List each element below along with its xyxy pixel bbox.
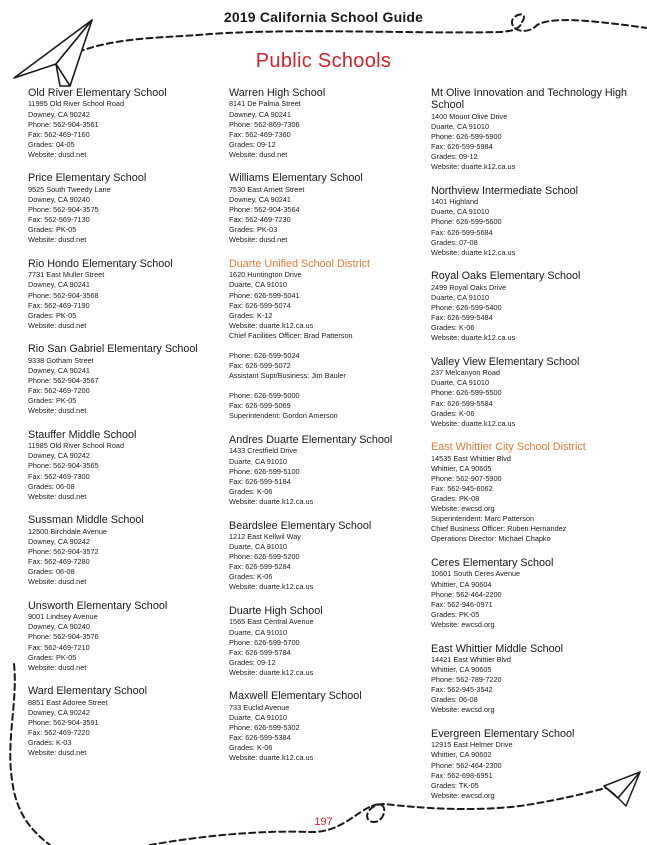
entry-detail-line: Phone: 626-599-5600: [431, 217, 502, 227]
entry-detail-line: Grades: TK-05: [431, 780, 479, 790]
school-name: Sussman Middle School: [28, 514, 144, 527]
entry-detail-line: Downey, CA 90241: [28, 365, 90, 375]
school-entry: [431, 270, 631, 343]
entry-detail-line: Fax: 626-599-5072: [229, 361, 291, 371]
entry-detail-line: Duarte, CA 91010: [431, 292, 490, 302]
entry-detail-line: Duarte, CA 91010: [431, 207, 490, 217]
entry-detail-line: Phone: 562-904-3576: [28, 632, 99, 642]
entry-detail-line: Whittier, CA 90605: [431, 665, 492, 674]
district-name: East Whittier City School District: [431, 441, 586, 454]
school-entry: [431, 728, 631, 801]
entry-detail-line: 1565 East Central Avenue: [229, 617, 314, 627]
school-entry: [229, 605, 421, 678]
entry-detail-line: 7530 East Arnett Street: [229, 184, 305, 194]
school-name: Old River Elementary School: [28, 87, 167, 99]
entry-detail-line: Fax: 562-698-6951: [431, 770, 493, 780]
entry-detail-line: Grades: 06-08: [28, 567, 75, 577]
school-name: Price Elementary School: [28, 172, 147, 185]
entry-detail-line: Grades: 09-12: [229, 139, 276, 149]
entry-detail-line: Website: dusd.net: [28, 320, 87, 330]
school-entry: [28, 258, 218, 331]
school-entry: [229, 434, 421, 507]
entry-detail-line: 7731 East Muller Street: [28, 270, 105, 280]
school-entry: [431, 87, 631, 172]
entry-detail-line: Phone: 562-904-3565: [28, 461, 99, 471]
entry-detail-line: Grades: K-06: [229, 743, 273, 753]
entry-detail-line: Website: duarte.k12.ca.us: [431, 333, 516, 343]
school-name: Rio San Gabriel Elementary School: [28, 343, 198, 356]
school-name: Rio Hondo Elementary School: [28, 257, 173, 270]
entry-detail-line: Downey, CA 90241: [229, 109, 291, 119]
school-name: Andres Duarte Elementary School: [229, 434, 393, 447]
school-name: Northview Intermediate School: [431, 184, 579, 197]
entry-detail-line: Fax: 562-469-7300: [28, 471, 90, 481]
entry-detail-line: Phone: 562-904-3572: [28, 546, 99, 556]
entry-detail-line: 1620 Huntington Drive: [229, 270, 302, 280]
entry-detail-line: 11995 Old River School Road: [28, 99, 124, 109]
school-entry: [28, 600, 218, 673]
entry-detail-line: Grades: PK-05: [28, 310, 77, 320]
entry-detail-line: Fax: 562-469-7200: [28, 386, 90, 396]
school-entry: [229, 87, 421, 160]
entry-detail-line: Phone: 626-599-5900: [431, 132, 502, 141]
entry-detail-line: Phone: 562-904-3568: [28, 290, 99, 300]
entry-detail-line: Fax: 626-599-5284: [229, 562, 291, 572]
school-entry: [431, 557, 631, 630]
entry-detail-line: Website: dusd.net: [229, 235, 288, 245]
entry-detail-line: Phone: 562-904-3591: [28, 717, 99, 727]
entry-detail-line: Grades: K-06: [431, 408, 475, 418]
entry-detail-line: Grades: PK-05: [28, 225, 77, 235]
entry-detail-line: 8141 De Palma Street: [229, 99, 301, 109]
entry-detail-line: Grades: 06-08: [431, 695, 478, 705]
column-3: [431, 87, 631, 813]
entry-detail-line: 14421 East Whittier Blvd: [431, 654, 511, 664]
school-name: Unsworth Elementary School: [28, 599, 168, 612]
entry-detail-line: Grades: 09-12: [229, 657, 276, 667]
school-name: Stauffer Middle School: [28, 428, 137, 441]
entry-detail-line: Grades: K-12: [229, 310, 273, 320]
entry-detail-line: Fax: 562-469-7210: [28, 642, 90, 652]
entry-detail-line: Grades: PK-05: [28, 396, 77, 406]
entry-detail-line: Fax: 562-469-7160: [28, 129, 90, 139]
entry-detail-line: Duarte, CA 91010: [431, 378, 490, 388]
entry-detail-line: Whittier, CA 90605: [431, 463, 492, 473]
school-entry: [28, 429, 218, 502]
entry-detail-line: Phone: 626-599-5041: [229, 290, 300, 300]
entry-detail-line: Phone: 626-599-5500: [431, 388, 502, 398]
entry-detail-line: 1212 East Kellwil Way: [229, 531, 301, 541]
entry-detail-line: Website: dusd.net: [28, 491, 87, 501]
entry-detail-line: Grades: K-03: [28, 738, 72, 748]
entry-detail-line: 9525 South Tweedy Lane: [28, 184, 111, 194]
entry-detail-line: Website: duarte.k12.ca.us: [229, 753, 314, 763]
entry-detail-line: Website: dusd.net: [28, 748, 87, 758]
entry-detail-line: Website: ewcsd.org: [431, 619, 495, 629]
entry-detail-line: Grades: K-06: [229, 486, 273, 496]
entry-detail-line: Fax: 626-599-5684: [431, 227, 493, 237]
column-1: [28, 87, 218, 771]
entry-detail-line: Phone: 562-789-7220: [431, 675, 502, 685]
entry-detail-line: Website: dusd.net: [28, 406, 87, 416]
school-name: Williams Elementary School: [229, 172, 363, 185]
entry-detail-line: Whittier, CA 90602: [431, 750, 492, 760]
entry-detail-line: Grades: PK-03: [229, 225, 278, 235]
entry-detail-line: Fax: 562-945-3542: [431, 685, 493, 695]
school-name: Valley View Elementary School: [431, 355, 580, 368]
district-name: Duarte Unified School District: [229, 257, 371, 270]
school-name: East Whittier Middle School: [431, 642, 564, 655]
entry-detail-line: Duarte, CA 91010: [229, 712, 288, 722]
entry-detail-line: Fax: 626-599-5074: [229, 300, 291, 310]
entry-detail-line: Duarte, CA 91010: [229, 627, 288, 637]
entry-detail-line: Superintendent: Gordon Amerson: [229, 411, 338, 421]
school-entry: [28, 685, 218, 758]
entry-detail-line: 237 Melcanyon Road: [431, 368, 500, 378]
entry-detail-line: Website: dusd.net: [28, 577, 87, 587]
column-2: [229, 87, 421, 776]
entry-detail-line: 9001 Lindsey Avenue: [28, 612, 98, 622]
entry-detail-line: Downey, CA 90242: [28, 451, 90, 461]
entry-detail-line: 12500 Birchdale Avenue: [28, 526, 107, 536]
entry-detail-line: 9338 Gotham Street: [28, 355, 94, 365]
entry-detail-line: Grades: 07-08: [431, 237, 478, 247]
entry-detail-line: Phone: 626-599-5200: [229, 552, 300, 562]
entry-detail-line: Website: duarte.k12.ca.us: [431, 162, 516, 172]
entry-detail-line: 12915 East Helmer Drive: [431, 740, 513, 750]
entry-detail-line: Website: dusd.net: [28, 149, 87, 159]
entry-detail-line: Phone: 562-904-3575: [28, 205, 99, 215]
district-entry: [229, 258, 421, 422]
entry-detail-line: Fax: 626-599-5384: [229, 733, 291, 743]
entry-detail-line: Grades: 04-05: [28, 139, 75, 149]
entry-detail-line: Operations Director: Michael Chapko: [431, 534, 551, 544]
entry-detail-line: 11985 Old River School Road: [28, 441, 124, 451]
school-name: Beardslee Elementary School: [229, 519, 372, 532]
entry-detail-line: Phone: 626-599-5024: [229, 351, 300, 360]
entry-detail-line: Fax: 626-599-5184: [229, 476, 291, 486]
entry-detail-line: 14535 East Whittier Blvd: [431, 453, 511, 463]
school-entry: [229, 690, 421, 763]
entry-detail-line: Fax: 626-599-5784: [229, 647, 291, 657]
entry-detail-line: Phone: 562-904-3564: [229, 205, 300, 215]
entry-detail-line: Grades: 09-12: [431, 152, 478, 162]
entry-detail-line: Fax: 626-599-5984: [431, 142, 493, 152]
school-name: Warren High School: [229, 87, 326, 99]
entry-detail-line: Phone: 562-464-2300: [431, 760, 502, 770]
school-entry: [229, 172, 421, 245]
school-name: Duarte High School: [229, 605, 323, 617]
entry-detail-line: Website: duarte.k12.ca.us: [229, 582, 314, 592]
entry-detail-line: Duarte, CA 91010: [229, 280, 288, 290]
guide-title: 2019 California School Guide: [223, 9, 424, 25]
entry-detail-line: Fax: 562-946-0971: [431, 599, 493, 609]
entry-detail-line: Fax: 626-599-5069: [229, 401, 291, 411]
entry-detail-line: Website: ewcsd.org: [431, 790, 495, 800]
entry-detail-line: Website: duarte.k12.ca.us: [431, 247, 516, 257]
district-entry: [431, 441, 631, 544]
entry-detail-line: Fax: 562-945-6062: [431, 483, 493, 493]
school-name: Ceres Elementary School: [431, 557, 554, 570]
entry-detail-line: Phone: 562-464-2200: [431, 589, 502, 599]
entry-detail-line: Phone: 626-599-5302: [229, 723, 300, 733]
entry-detail-line: Website: duarte.k12.ca.us: [229, 496, 314, 506]
entry-detail-line: Fax: 562-469-7220: [28, 727, 90, 737]
entry-detail-line: Website: duarte.k12.ca.us: [229, 320, 314, 330]
entry-detail-line: Whittier, CA 90604: [431, 579, 492, 589]
entry-detail-line: Fax: 562-469-7230: [229, 215, 291, 225]
entry-detail-line: Fax: 562-469-7190: [28, 300, 90, 310]
school-name: Maxwell Elementary School: [229, 690, 362, 703]
entry-detail-line: Phone: 562-904-3561: [28, 119, 99, 129]
entry-detail-line: Downey, CA 90242: [28, 109, 90, 119]
entry-detail-line: 2499 Royal Oaks Drive: [431, 282, 507, 292]
entry-detail-line: Grades: PK-05: [28, 652, 77, 662]
entry-detail-line: Downey, CA 90240: [28, 194, 90, 204]
entry-detail-line: 8851 East Adoree Street: [28, 697, 108, 707]
entry-detail-line: Grades: PK-05: [431, 609, 480, 619]
school-entry: [431, 643, 631, 716]
entry-detail-line: 733 Euclid Avenue: [229, 702, 290, 712]
entry-detail-line: Phone: 626-599-5400: [431, 302, 502, 312]
entry-detail-line: Duarte, CA 91010: [229, 456, 288, 466]
page-number: 197: [314, 816, 333, 828]
entry-detail-line: 1401 Highland: [431, 197, 479, 207]
entry-detail-line: Downey, CA 90242: [28, 707, 90, 717]
entry-detail-line: Downey, CA 90242: [28, 536, 90, 546]
school-entry: [28, 514, 218, 587]
entry-detail-line: Chief Business Officer: Ruben Hernandez: [431, 524, 567, 534]
entry-detail-line: Website: dusd.net: [229, 149, 288, 159]
entry-detail-line: Duarte, CA 91010: [229, 542, 288, 552]
entry-detail-line: Fax: 562-469-7280: [28, 557, 90, 567]
school-entry: [28, 172, 218, 245]
entry-detail-line: Fax: 562-569-7130: [28, 215, 90, 225]
entry-detail-line: Website: ewcsd.org: [431, 504, 495, 514]
school-entry: [431, 356, 631, 429]
section-title: Public Schools: [255, 50, 392, 72]
entry-detail-line: Fax: 562-469-7360: [229, 129, 291, 139]
entry-detail-line: Phone: 626-599-5700: [229, 637, 300, 647]
entry-detail-line: Website: duarte.k12.ca.us: [229, 667, 314, 677]
entry-detail-line: Phone: 626-599-5000: [229, 391, 300, 401]
entry-detail-line: Website: duarte.k12.ca.us: [431, 418, 516, 428]
entry-detail-line: Assistant Supt/Business: Jim Bauler: [229, 371, 346, 381]
entry-detail-line: Phone: 626-599-5100: [229, 466, 300, 476]
entry-detail-line: Grades: 06-08: [28, 481, 75, 491]
entry-detail-line: Phone: 562-907-5900: [431, 473, 502, 483]
school-entry: [431, 185, 631, 258]
entry-detail-line: Grades: K-06: [229, 572, 273, 582]
entry-detail-line: Downey, CA 90241: [28, 280, 90, 290]
entry-detail-line: Superintendent: Marc Patterson: [431, 514, 535, 524]
entry-detail-line: 10601 South Ceres Avenue: [431, 569, 521, 579]
school-entry: [28, 343, 218, 416]
entry-detail-line: Phone: 562-869-7306: [229, 119, 300, 129]
school-entry: [28, 87, 218, 160]
entry-detail-line: Fax: 626-599-5584: [431, 398, 493, 408]
entry-detail-line: Website: dusd.net: [28, 235, 87, 245]
entry-detail-line: Fax: 626-599-5484: [431, 313, 493, 323]
school-name: Mt Olive Innovation and Technology High School: [431, 87, 628, 112]
school-name: Ward Elementary School: [28, 685, 148, 698]
entry-detail-line: Phone: 562-904-3567: [28, 376, 99, 385]
entry-detail-line: Website: dusd.net: [28, 662, 87, 672]
entry-detail-line: Grades: K-06: [431, 323, 475, 333]
school-name: Royal Oaks Elementary School: [431, 270, 581, 283]
entry-detail-line: Website: ewcsd.org: [431, 705, 495, 715]
entry-detail-line: Duarte, CA 91010: [431, 121, 490, 131]
entry-detail-line: Downey, CA 90240: [28, 622, 90, 632]
school-entry: [229, 520, 421, 593]
entry-detail-line: Chief Facilities Officer: Brad Patterson: [229, 330, 353, 340]
entry-detail-line: Downey, CA 90241: [229, 194, 291, 204]
school-name: Evergreen Elementary School: [431, 727, 575, 740]
entry-detail-line: 1433 Crestfield Drive: [229, 446, 298, 456]
entry-detail-line: Grades: PK-08: [431, 494, 480, 504]
entry-detail-line: 1400 Mount Olive Drive: [431, 111, 508, 121]
